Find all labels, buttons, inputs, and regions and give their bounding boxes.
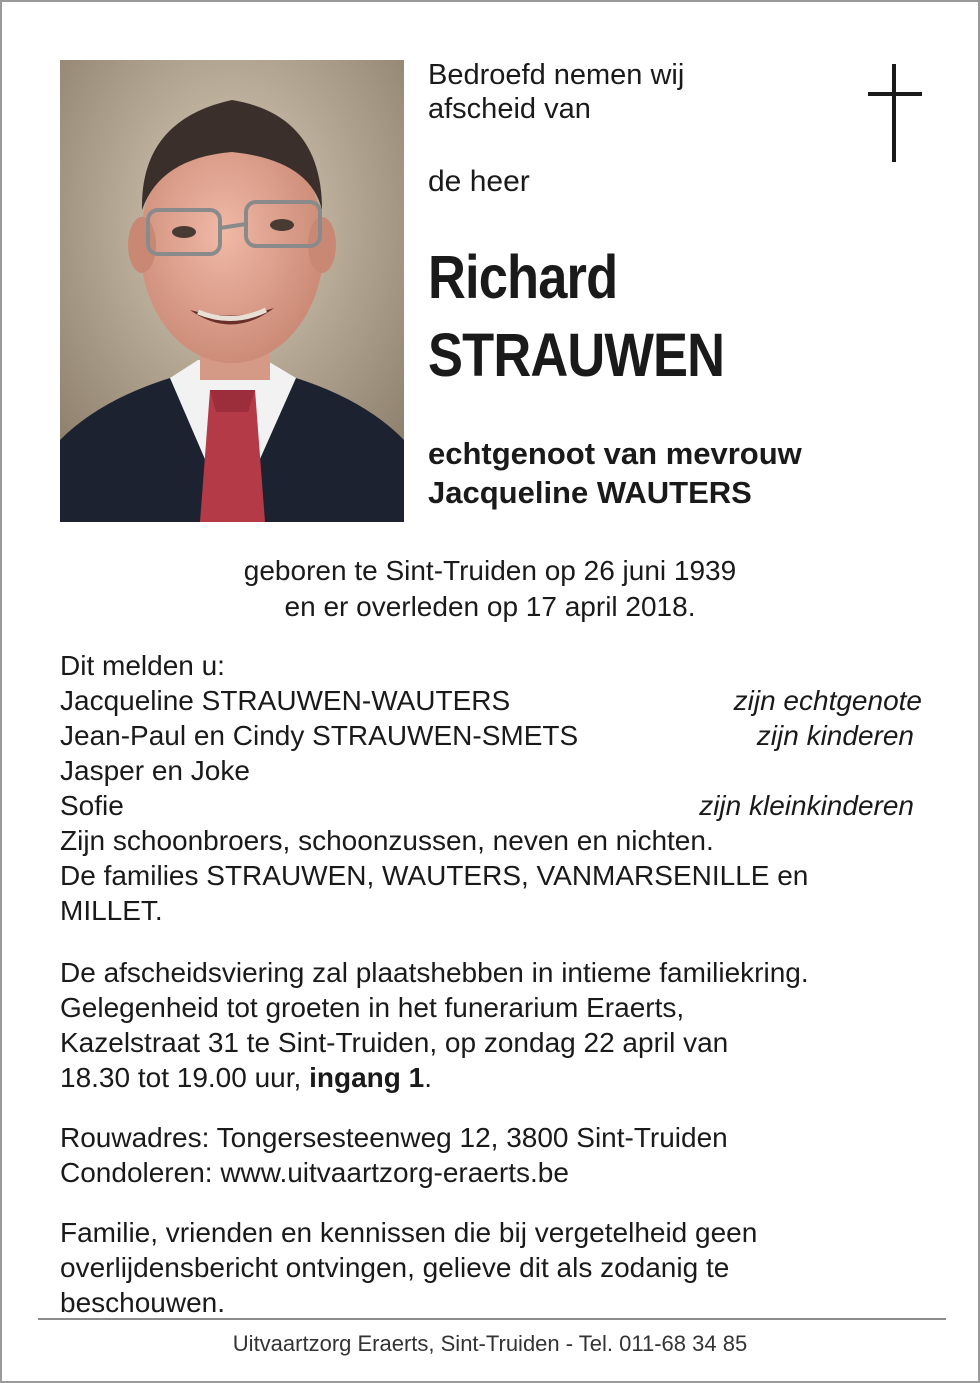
family-row	[60, 788, 922, 823]
intro-line-2: afscheid van	[428, 93, 591, 125]
contact-info	[60, 1120, 922, 1190]
death-line: en er overleden op 17 april 2018.	[284, 591, 696, 622]
families-line-cont: MILLET.	[60, 895, 163, 926]
intro-text	[428, 58, 684, 126]
line-end: .	[424, 1062, 432, 1093]
announcement	[60, 648, 922, 928]
entrance-label: ingang 1	[309, 1062, 425, 1093]
deceased-name	[428, 238, 724, 394]
ceremony-line-3: Kazelstraat 31 te Sint-Truiden, op zondag 22 april van	[60, 1027, 729, 1058]
ceremony-line-1: De afscheidsviering zal plaatshebben in intieme familiekring.	[60, 957, 809, 988]
disclaimer-line-1: Familie, vrienden en kennissen die bij vergetelheid geen	[60, 1217, 758, 1248]
first-name: Richard	[428, 243, 618, 311]
condolence-link[interactable]: Condoleren: www.uitvaartzorg-eraerts.be	[60, 1157, 569, 1188]
family-names: Sofie	[60, 790, 124, 821]
spouse-line-2: Jacqueline WAUTERS	[428, 475, 752, 510]
visiting-hours: 18.30 tot 19.00 uur,	[60, 1062, 310, 1093]
extended-family-line: Zijn schoonbroers, schoonzussen, neven en nichten.	[60, 825, 714, 856]
family-names: Jasper en Joke	[60, 755, 250, 786]
cross-icon	[864, 64, 926, 162]
last-name: STRAUWEN	[428, 321, 725, 389]
life-dates	[2, 553, 978, 625]
spouse-line-1: echtgenoot van mevrouw	[428, 436, 802, 471]
family-row	[60, 753, 922, 788]
family-relation: zijn kleinkinderen	[699, 790, 914, 821]
mourning-address: Rouwadres: Tongersesteenweg 12, 3800 Sint-Truiden	[60, 1122, 728, 1153]
ceremony-line-4	[60, 1060, 922, 1095]
portrait-illustration	[60, 60, 404, 522]
announcement-intro: Dit melden u:	[60, 650, 225, 681]
family-relation: zijn echtgenote	[733, 685, 922, 716]
family-names: Jacqueline STRAUWEN-WAUTERS	[60, 685, 511, 716]
family-relation: zijn kinderen	[756, 720, 914, 751]
family-names: Jean-Paul en Cindy STRAUWEN-SMETS	[60, 720, 579, 751]
disclaimer-line-3: beschouwen.	[60, 1287, 226, 1318]
families-line: De families STRAUWEN, WAUTERS, VANMARSENILLE en	[60, 860, 809, 891]
portrait-photo	[60, 60, 404, 522]
birth-line: geboren te Sint-Truiden op 26 juni 1939	[243, 555, 737, 586]
footer-text: Uitvaartzorg Eraerts, Sint-Truiden - Tel. 011-68 34 85	[232, 1331, 748, 1356]
honorific: de heer	[428, 165, 530, 198]
disclaimer-line-2: overlijdensbericht ontvingen, gelieve dit als zodanig te	[60, 1252, 730, 1283]
family-row	[60, 683, 922, 718]
notice-disclaimer	[60, 1215, 922, 1320]
ceremony-line-2: Gelegenheid tot groeten in het funerarium Eraerts,	[60, 992, 685, 1023]
intro-line-1: Bedroefd nemen wij	[428, 59, 685, 91]
family-row	[60, 718, 922, 753]
ceremony-info	[60, 955, 922, 1095]
footer-divider	[38, 1318, 946, 1320]
spouse-info	[428, 434, 802, 512]
